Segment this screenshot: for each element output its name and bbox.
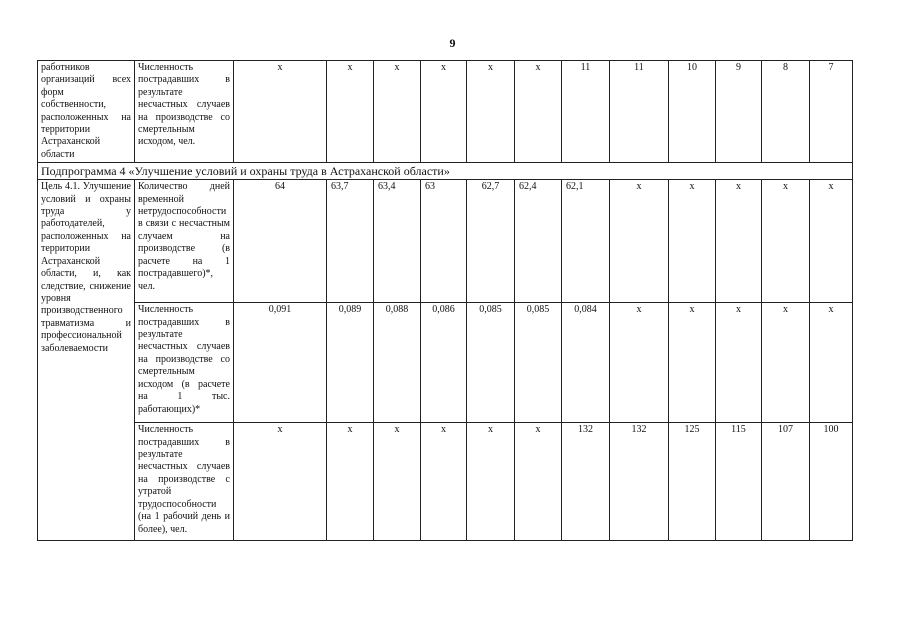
- value-cell: x: [327, 61, 374, 163]
- page-number: 9: [449, 36, 456, 50]
- value-cell: 11: [610, 61, 669, 163]
- value-cell: x: [374, 61, 421, 163]
- value-cell: 0,088: [374, 303, 421, 423]
- value-cell: x: [669, 303, 716, 423]
- value-cell: x: [515, 61, 562, 163]
- value-cell: x: [810, 180, 853, 303]
- table-row: [38, 423, 853, 541]
- value-cell: 0,086: [421, 303, 467, 423]
- table-row: [38, 61, 853, 163]
- table-row: [38, 163, 853, 180]
- value-cell: 10: [669, 61, 716, 163]
- table-row: [38, 180, 853, 303]
- value-cell: 100: [810, 423, 853, 541]
- value-cell: x: [762, 180, 810, 303]
- value-cell: x: [716, 303, 762, 423]
- value-cell: x: [810, 303, 853, 423]
- value-cell: 7: [810, 61, 853, 163]
- value-cell: 0,091: [234, 303, 327, 423]
- value-cell: 0,085: [515, 303, 562, 423]
- value-cell: 132: [610, 423, 669, 541]
- value-cell: 62,1: [562, 180, 610, 303]
- value-cell: 8: [762, 61, 810, 163]
- value-cell: x: [421, 61, 467, 163]
- value-cell: x: [327, 423, 374, 541]
- value-cell: 11: [562, 61, 610, 163]
- value-cell: 0,089: [327, 303, 374, 423]
- value-cell: x: [234, 423, 327, 541]
- value-cell: x: [669, 180, 716, 303]
- value-cell: x: [374, 423, 421, 541]
- value-cell: 62,4: [515, 180, 562, 303]
- goal-cell: работников организаций всех форм собственности, расположенных на территории Астраханской области: [38, 61, 135, 163]
- value-cell: 64: [234, 180, 327, 303]
- indicator-cell: Численность пострадавших в результате несчастных случаев на производстве со смертельным исходом, чел.: [135, 61, 234, 163]
- value-cell: x: [467, 61, 515, 163]
- indicator-cell: Численность пострадавших в результате несчастных случаев на производстве с утратой трудоспособности (на 1 рабочий день и более), чел.: [135, 423, 234, 541]
- value-cell: 115: [716, 423, 762, 541]
- value-cell: 0,084: [562, 303, 610, 423]
- table-row: [38, 303, 853, 423]
- value-cell: x: [716, 180, 762, 303]
- value-cell: x: [234, 61, 327, 163]
- indicators-table: [37, 60, 853, 541]
- value-cell: x: [610, 303, 669, 423]
- value-cell: 107: [762, 423, 810, 541]
- subprogram-heading: Подпрограмма 4 «Улучшение условий и охраны труда в Астраханской области»: [38, 163, 853, 180]
- value-cell: x: [515, 423, 562, 541]
- goal-cell: Цель 4.1. Улучшение условий и охраны труда у работодателей, расположенных на территории Астраханской области, и, как следствие, снижение уровня производственного травматизма и профессиональной заболеваемости: [38, 180, 135, 541]
- value-cell: x: [762, 303, 810, 423]
- value-cell: 132: [562, 423, 610, 541]
- value-cell: 63,4: [374, 180, 421, 303]
- indicator-cell: Численность пострадавших в результате несчастных случаев на производстве со смертельным исходом (в расчете на 1 тыс. работающих)*: [135, 303, 234, 423]
- value-cell: 63,7: [327, 180, 374, 303]
- value-cell: x: [467, 423, 515, 541]
- value-cell: 0,085: [467, 303, 515, 423]
- indicator-cell: Количество дней временной нетрудоспособности в связи с несчастным случаем на производстве (в расчете на 1 пострадавшего)*, чел.: [135, 180, 234, 303]
- value-cell: 9: [716, 61, 762, 163]
- value-cell: 125: [669, 423, 716, 541]
- value-cell: 63: [421, 180, 467, 303]
- value-cell: 62,7: [467, 180, 515, 303]
- value-cell: x: [421, 423, 467, 541]
- value-cell: x: [610, 180, 669, 303]
